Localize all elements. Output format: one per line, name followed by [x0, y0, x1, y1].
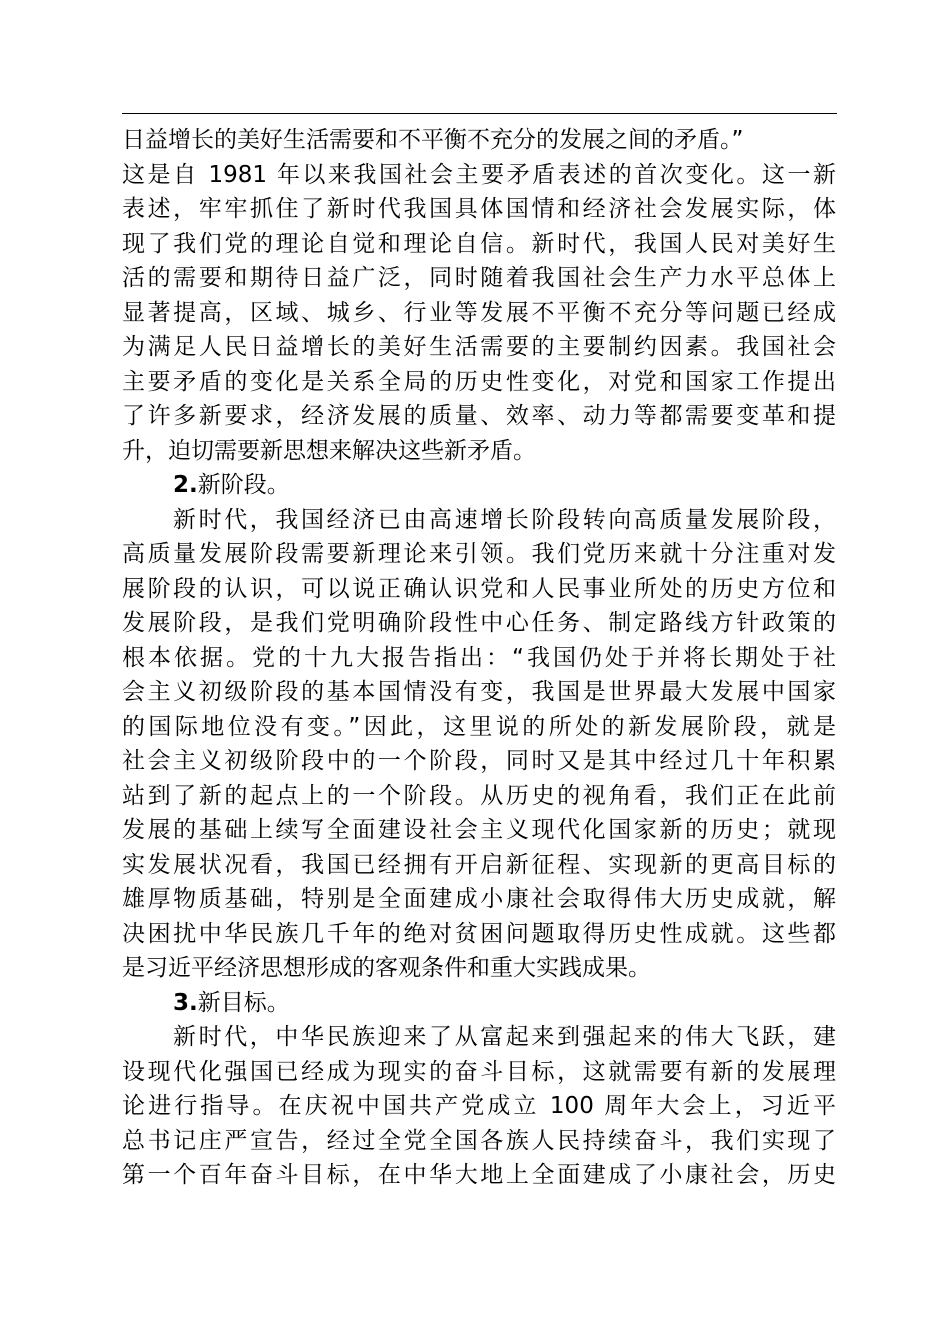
paragraph-line: 活的需要和期待日益广泛，同时随着我国社会生产力水平总体上 — [122, 265, 836, 291]
paragraph-line: 表述，牢牢抓住了新时代我国具体国情和经济社会发展实际，体 — [122, 196, 836, 222]
paragraph-line: 社会主义初级阶段中的一个阶段，同时又是其中经过几十年积累 — [122, 748, 836, 774]
paragraph-line: 高质量发展阶段需要新理论来引领。我们党历来就十分注重对发 — [122, 541, 836, 567]
paragraph-line: 升，迫切需要新思想来解决这些新矛盾。 — [122, 437, 536, 464]
paragraph-line: 发展阶段，是我们党明确阶段性中心任务、制定路线方针政策的 — [122, 610, 836, 636]
paragraph-line: 第一个百年奋斗目标，在中华大地上全面建成了小康社会，历史 — [122, 1162, 836, 1188]
paragraph-line: 新时代，中华民族迎来了从富起来到强起来的伟大飞跃，建 — [173, 1024, 836, 1050]
paragraph-line: 了许多新要求，经济发展的质量、效率、动力等都需要变革和提 — [122, 403, 836, 429]
paragraph-line: 发展的基础上续写全面建设社会主义现代化国家新的历史；就现 — [122, 817, 836, 843]
paragraph-line: 主要矛盾的变化是关系全局的历史性变化，对党和国家工作提出 — [122, 368, 836, 395]
paragraph-line: 决困扰中华民族几千年的绝对贫困问题取得历史性成就。这些都 — [122, 920, 836, 947]
paragraph-line: 展阶段的认识，可以说正确认识党和人民事业所处的历史方位和 — [122, 575, 836, 602]
paragraph-line: 总书记庄严宣告，经过全党全国各族人民持续奋斗，我们实现了 — [122, 1127, 836, 1154]
paragraph-line: 新时代，我国经济已由高速增长阶段转向高质量发展阶段， — [173, 506, 836, 533]
paragraph-line: 现了我们党的理论自觉和理论自信。新时代，我国人民对美好生 — [122, 230, 836, 257]
paragraph-line: 为满足人民日益增长的美好生活需要的主要制约因素。我国社会 — [122, 334, 836, 360]
section-title: 新阶段。 — [197, 472, 290, 498]
section-title: 新目标。 — [197, 989, 290, 1016]
section-number: 2. — [173, 472, 198, 498]
header-rule — [122, 113, 837, 114]
section-number: 3. — [173, 989, 198, 1016]
paragraph-line: 实发展状况看，我国已经拥有开启新征程、实现新的更高目标的 — [122, 851, 836, 878]
paragraph-line: 会主义初级阶段的基本国情没有变，我国是世界最大发展中国家 — [122, 679, 836, 705]
section-heading-3 — [122, 986, 836, 1021]
section-heading-2 — [122, 468, 836, 503]
paragraph-line: 日益增长的美好生活需要和不平衡不充分的发展之间的矛盾。” — [122, 127, 744, 153]
paragraph-line: 雄厚物质基础，特别是全面建成小康社会取得伟大历史成就，解 — [122, 886, 836, 912]
paragraph-line: 是习近平经济思想形成的客观条件和重大实践成果。 — [122, 955, 651, 981]
paragraph-line: 论进行指导。在庆祝中国共产党成立 100 周年大会上，习近平 — [122, 1093, 836, 1119]
paragraph-line: 的国际地位没有变。”因此，这里说的所处的新发展阶段，就是 — [122, 713, 836, 740]
paragraph-line: 显著提高，区域、城乡、行业等发展不平衡不充分等问题已经成 — [122, 299, 836, 326]
paragraph-line: 这是自 1981 年以来我国社会主要矛盾表述的首次变化。这一新 — [122, 161, 836, 188]
paragraph-line: 站到了新的起点上的一个阶段。从历史的视角看，我们正在此前 — [122, 782, 836, 809]
paragraph-line: 设现代化强国已经成为现实的奋斗目标，这就需要有新的发展理 — [122, 1058, 836, 1085]
document-body — [122, 123, 842, 1193]
paragraph-line: 根本依据。党的十九大报告指出：“我国仍处于并将长期处于社 — [122, 644, 836, 671]
